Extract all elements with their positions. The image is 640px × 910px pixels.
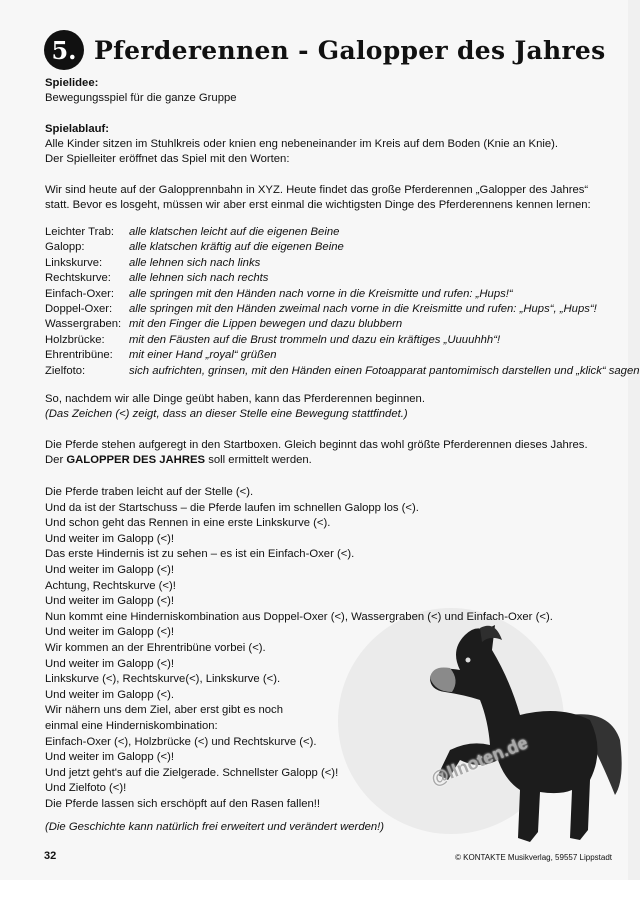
move-term: Linkskurve:: [45, 256, 103, 269]
story-line: Die Pferde lassen sich erschöpft auf den Rasen fallen!!: [45, 797, 321, 810]
story-line: Nun kommt eine Hinderniskombination aus Doppel-Oxer (<), Wassergraben (<) und Einfach-Oxer (<).: [45, 610, 553, 623]
move-term: Doppel-Oxer:: [45, 303, 113, 316]
move-term: Rechtskurve:: [45, 272, 111, 285]
move-term: Galopp:: [45, 241, 85, 254]
move-term: Ehrentribüne:: [45, 349, 113, 362]
story-line: Und weiter im Galopp (<)!: [45, 626, 175, 639]
page-title: Pferderennen - Galopper des Jahres: [94, 35, 606, 65]
story-line: Und weiter im Galopp (<)!: [45, 657, 175, 670]
move-term: Holzbrücke:: [45, 333, 105, 346]
spielablauf-line: Der Spielleiter eröffnet das Spiel mit den Worten:: [45, 153, 290, 165]
spielablauf-heading: Spielablauf:: [45, 123, 110, 135]
closing-note: (Die Geschichte kann natürlich frei erweitert und verändert werden!): [45, 821, 385, 833]
spielidee-text: Bewegungsspiel für die ganze Gruppe: [45, 92, 237, 104]
story-line: Und weiter im Galopp (<)!: [45, 595, 175, 608]
chapter-number-badge: 5.: [44, 30, 84, 70]
move-item: [45, 225, 640, 240]
move-action: sich aufrichten, grinsen, mit den Händen einen Fotoapparat pantomimisch darstellen und „klick“ sagen: [129, 364, 640, 377]
move-term: Einfach-Oxer:: [45, 287, 115, 300]
story-line: Die Pferde traben leicht auf der Stelle (<).: [45, 486, 254, 498]
story-line: Und da ist der Startschuss – die Pferde laufen im schnellen Galopp los (<).: [45, 501, 419, 514]
story-line: Linkskurve (<), Rechtskurve(<), Linkskurve (<).: [45, 673, 281, 686]
move-item: [45, 240, 640, 255]
move-action: alle lehnen sich nach links: [129, 256, 261, 269]
watermark-text: @llnoten.de: [428, 732, 531, 790]
move-action: alle klatschen kräftig auf die eigenen Beine: [129, 241, 344, 254]
move-item: [45, 364, 640, 379]
move-item: [45, 256, 640, 271]
copyright: © KONTAKTE Musikverlag, 59557 Lippstadt: [455, 853, 612, 862]
story-line: Und jetzt geht's auf die Zielgerade. Schnellster Galopp (<)!: [45, 766, 339, 779]
page-number: 32: [44, 850, 57, 862]
move-item: [45, 317, 640, 332]
story-line: einmal eine Hinderniskombination:: [45, 719, 218, 732]
story-line: Und schon geht das Rennen in eine erste Linkskurve (<).: [45, 517, 331, 530]
move-item: [45, 348, 640, 363]
start-text: Der: [45, 454, 67, 466]
story-line: Einfach-Oxer (<), Holzbrücke (<) und Rechtskurve (<).: [45, 735, 317, 748]
story-line: Das erste Hindernis ist zu sehen – es ist ein Einfach-Oxer (<).: [45, 548, 355, 561]
intro-line: statt. Bevor es losgeht, müssen wir aber erst einmal die wichtigsten Dinge des Pferderennens kennen lernen:: [45, 199, 591, 211]
move-action: alle lehnen sich nach rechts: [129, 272, 269, 285]
move-action: alle springen mit den Händen zweimal nach vorne in die Kreismitte und rufen: „Hups“, „Hups“!: [129, 303, 597, 316]
move-term: Zielfoto:: [45, 364, 86, 377]
start-line-2: [45, 453, 312, 469]
story-line: Und weiter im Galopp (<)!: [45, 563, 175, 576]
move-item: [45, 287, 640, 302]
intro-line: Wir sind heute auf der Galopprennbahn in XYZ. Heute findet das große Pferderennen „Galopper des Jahres“: [45, 184, 589, 196]
story-line: Und weiter im Galopp (<).: [45, 688, 175, 701]
spielidee-heading: Spielidee:: [45, 77, 99, 89]
galopper-emphasis: GALOPPER DES JAHRES: [66, 454, 206, 466]
story-line: Und weiter im Galopp (<)!: [45, 751, 175, 764]
title-row: [44, 30, 606, 70]
story-line: Und weiter im Galopp (<)!: [45, 532, 175, 545]
move-term: Wassergraben:: [45, 318, 122, 331]
move-item: [45, 271, 640, 286]
story-line: Und Zielfoto (<)!: [45, 782, 127, 795]
spielablauf-line: Alle Kinder sitzen im Stuhlkreis oder knien eng nebeneinander im Kreis auf dem Boden (Knie an Knie).: [45, 138, 559, 150]
move-item: [45, 302, 640, 317]
move-action: mit einer Hand „royal“ grüßen: [129, 349, 277, 362]
transition-note: (Das Zeichen (<) zeigt, dass an dieser Stelle eine Bewegung stattfindet.): [45, 408, 408, 420]
story-line: Wir nähern uns dem Ziel, aber erst gibt es noch: [45, 704, 283, 717]
story-line: Wir kommen an der Ehrentribüne vorbei (<).: [45, 641, 266, 654]
moves-list: [45, 225, 640, 379]
start-line: Die Pferde stehen aufgeregt in den Startboxen. Gleich beginnt das wohl größte Pferderennen dieses Jahres.: [45, 439, 588, 451]
move-item: [45, 333, 640, 348]
start-text: soll ermittelt werden.: [205, 454, 312, 466]
move-action: alle klatschen leicht auf die eigenen Beine: [129, 226, 340, 238]
move-action: mit den Fäusten auf die Brust trommeln und dazu ein kräftiges „Uuuuhhh“!: [129, 333, 501, 346]
transition-line: So, nachdem wir alle Dinge geübt haben, kann das Pferderennen beginnen.: [45, 393, 425, 405]
move-action: alle springen mit den Händen nach vorne in die Kreismitte und rufen: „Hups!“: [129, 287, 513, 300]
move-action: mit den Finger die Lippen bewegen und dazu blubbern: [129, 318, 403, 331]
story-line: Achtung, Rechtskurve (<)!: [45, 579, 176, 592]
move-term: Leichter Trab:: [45, 226, 115, 238]
